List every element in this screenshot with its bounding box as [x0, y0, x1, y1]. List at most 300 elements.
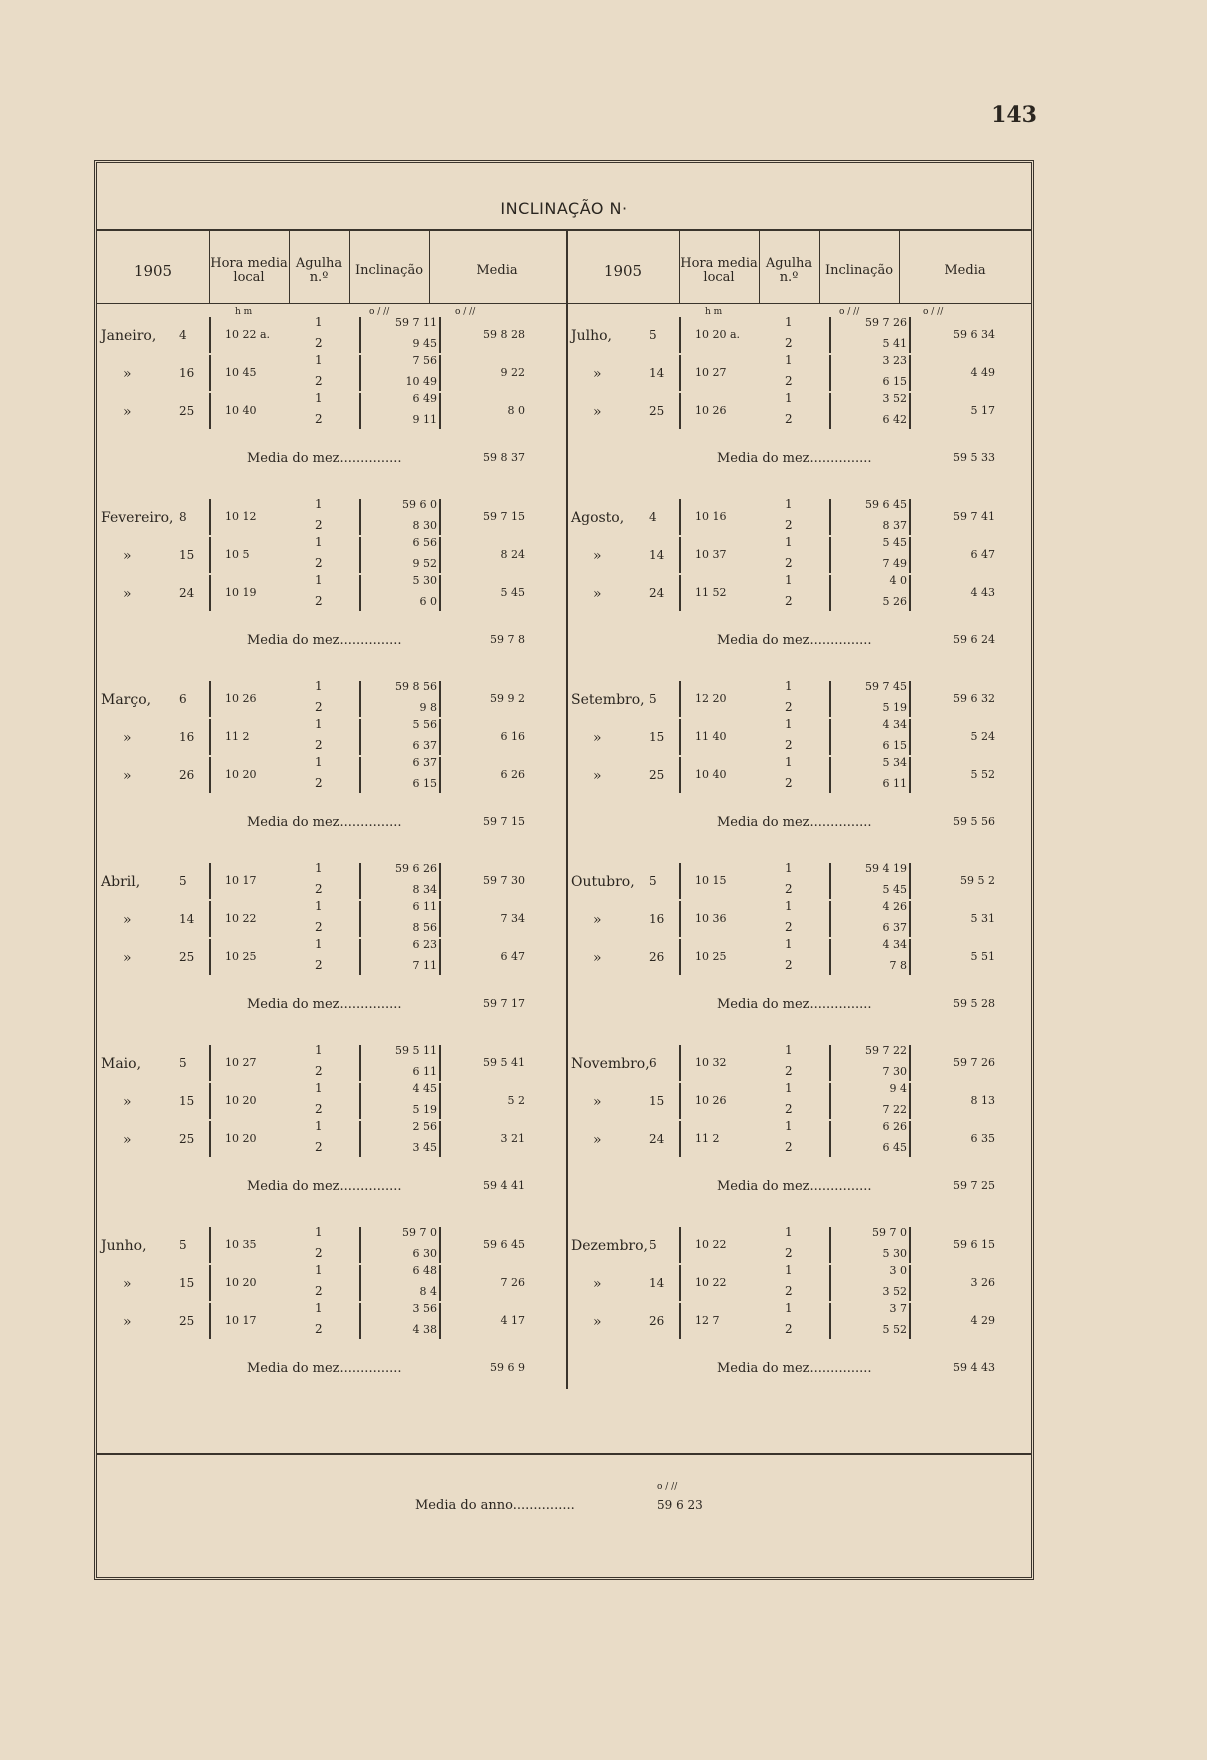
inclinacao-value: 5 52 [882, 1323, 907, 1336]
inclinacao-value: 8 37 [882, 519, 907, 532]
media-value: 8 0 [507, 404, 525, 417]
hora-media: 11 40 [695, 730, 727, 743]
agulha-number: 1 [785, 861, 793, 875]
column-bar [439, 1045, 441, 1081]
day-number: 26 [649, 950, 665, 964]
header-agulha-right: Agulha n.º [765, 256, 813, 285]
table-row [567, 391, 1035, 431]
table-row [567, 1043, 1035, 1083]
agulha-number: 2 [315, 882, 323, 896]
table-row [97, 755, 565, 795]
hora-media: 10 22 a. [225, 328, 271, 341]
table-row [97, 679, 565, 719]
column-bar [909, 355, 911, 391]
ditto-mark: » [593, 1276, 602, 1292]
agulha-number: 1 [785, 573, 793, 587]
table-row [567, 937, 1035, 977]
inclinacao-value: 6 11 [412, 1065, 437, 1078]
header-agulha-left: Agulha n.º [295, 256, 343, 285]
month-block [567, 497, 1035, 679]
column-bar [679, 1121, 681, 1157]
inclinacao-value: 59 6 45 [865, 498, 907, 511]
hora-media: 10 22 [225, 912, 257, 925]
inclinacao-value: 5 19 [412, 1103, 437, 1116]
column-bar [439, 901, 441, 937]
day-number: 14 [649, 548, 665, 562]
table-row [97, 1043, 565, 1083]
media-do-mez-label: Media do mez............... [247, 451, 402, 466]
page-number: 143 [991, 102, 1037, 128]
hora-media: 10 26 [695, 1094, 727, 1107]
media-do-mez-value: 59 4 41 [483, 1179, 525, 1192]
column-bar [909, 393, 911, 429]
hora-media: 10 12 [225, 510, 257, 523]
column-bar [679, 1083, 681, 1119]
hora-media: 10 25 [225, 950, 257, 963]
ditto-mark: » [593, 586, 602, 602]
ditto-mark: » [123, 366, 132, 382]
day-number: 5 [179, 1238, 187, 1252]
media-value: 7 34 [500, 912, 525, 925]
table-row [97, 861, 565, 901]
column-bar [679, 1303, 681, 1339]
agulha-number: 2 [785, 518, 793, 532]
ditto-mark: » [123, 586, 132, 602]
media-do-mez-value: 59 8 37 [483, 451, 525, 464]
media-value: 59 7 26 [953, 1056, 995, 1069]
table-row [97, 937, 565, 977]
header-media-right: Media [944, 263, 986, 278]
day-number: 14 [649, 1276, 665, 1290]
hora-media: 10 26 [225, 692, 257, 705]
column-bar [909, 1121, 911, 1157]
media-value: 5 31 [970, 912, 995, 925]
column-bar [359, 355, 361, 391]
table-frame [94, 160, 1034, 1580]
inclinacao-value: 7 22 [882, 1103, 907, 1116]
column-bar [679, 681, 681, 717]
column-bar [359, 681, 361, 717]
inclinacao-value: 6 48 [412, 1264, 437, 1277]
header-year-left: 1905 [133, 262, 173, 280]
table-row [97, 573, 565, 613]
inclinacao-value: 5 45 [882, 883, 907, 896]
column-bar [209, 1265, 211, 1301]
inclinacao-value: 6 37 [412, 756, 437, 769]
inclinacao-value: 6 15 [882, 739, 907, 752]
agulha-number: 1 [315, 573, 323, 587]
inclinacao-value: 6 26 [882, 1120, 907, 1133]
column-bar [209, 355, 211, 391]
agulha-number: 1 [315, 861, 323, 875]
agulha-number: 1 [785, 1119, 793, 1133]
column-bar [829, 355, 831, 391]
month-block [567, 1043, 1035, 1225]
agulha-number: 2 [785, 1246, 793, 1260]
inclinacao-value: 8 4 [419, 1285, 437, 1298]
column-bar [909, 575, 911, 611]
column-bar [439, 757, 441, 793]
column-bar [359, 1045, 361, 1081]
column-bar [909, 1045, 911, 1081]
column-bar [909, 1303, 911, 1339]
column-bar [209, 1121, 211, 1157]
month-name: Outubro, [571, 874, 635, 890]
inclinacao-value: 6 37 [412, 739, 437, 752]
column-bar [909, 681, 911, 717]
agulha-number: 1 [315, 315, 323, 329]
inclinacao-value: 9 52 [412, 557, 437, 570]
inclinacao-value: 4 45 [412, 1082, 437, 1095]
inclinacao-value: 4 26 [882, 900, 907, 913]
column-bar [359, 317, 361, 353]
units-hm-right: h m [705, 307, 723, 317]
column-bar [829, 719, 831, 755]
media-value: 59 8 28 [483, 328, 525, 341]
column-bar [679, 575, 681, 611]
month-name: Abril, [101, 874, 141, 890]
hora-media: 10 37 [695, 548, 727, 561]
table-title: INCLINAÇÃO N· [500, 199, 628, 218]
day-number: 5 [649, 874, 657, 888]
column-bar [679, 499, 681, 535]
column-bar [829, 537, 831, 573]
agulha-number: 2 [315, 776, 323, 790]
inclinacao-value: 59 4 19 [865, 862, 907, 875]
inclinacao-value: 59 7 0 [872, 1226, 907, 1239]
media-value: 5 17 [970, 404, 995, 417]
media-value: 59 7 41 [953, 510, 995, 523]
media-do-mez-value: 59 7 25 [953, 1179, 995, 1192]
column-bar [829, 1265, 831, 1301]
hora-media: 10 20 [225, 1094, 257, 1107]
hora-media: 10 27 [695, 366, 727, 379]
day-number: 15 [649, 730, 665, 744]
column-bar [829, 317, 831, 353]
agulha-number: 2 [315, 1284, 323, 1298]
media-value: 59 7 15 [483, 510, 525, 523]
column-bar [679, 317, 681, 353]
media-value: 6 16 [500, 730, 525, 743]
column-bar [829, 499, 831, 535]
day-number: 25 [179, 1314, 195, 1328]
ditto-mark: » [593, 1132, 602, 1148]
column-bar [909, 537, 911, 573]
column-bar [359, 1303, 361, 1339]
header-year-right: 1905 [603, 262, 643, 280]
agulha-number: 1 [785, 497, 793, 511]
column-bar [359, 499, 361, 535]
media-value: 3 21 [500, 1132, 525, 1145]
inclinacao-value: 10 49 [405, 375, 437, 388]
agulha-number: 1 [785, 1301, 793, 1315]
table-row [97, 1081, 565, 1121]
table-row [97, 353, 565, 393]
inclinacao-value: 6 49 [412, 392, 437, 405]
agulha-number: 1 [315, 899, 323, 913]
column-bar [829, 393, 831, 429]
media-do-mez-value: 59 6 24 [953, 633, 995, 646]
day-number: 25 [649, 768, 665, 782]
media-value: 59 7 30 [483, 874, 525, 887]
column-bar [209, 537, 211, 573]
column-bar [209, 939, 211, 975]
inclinacao-value: 5 56 [412, 718, 437, 731]
month-block [97, 861, 565, 1043]
inclinacao-value: 8 56 [412, 921, 437, 934]
agulha-number: 2 [785, 1140, 793, 1154]
table-row [567, 1119, 1035, 1159]
agulha-number: 1 [785, 1081, 793, 1095]
inclinacao-value: 6 37 [882, 921, 907, 934]
ditto-mark: » [593, 366, 602, 382]
inclinacao-value: 59 7 26 [865, 316, 907, 329]
inclinacao-value: 3 7 [889, 1302, 907, 1315]
media-value: 59 6 15 [953, 1238, 995, 1251]
column-bar [439, 1083, 441, 1119]
column-bar [679, 1227, 681, 1263]
agulha-number: 2 [315, 594, 323, 608]
header-hora-right: Hora media local [680, 256, 758, 285]
hora-media: 10 32 [695, 1056, 727, 1069]
media-value: 6 35 [970, 1132, 995, 1145]
hora-media: 10 25 [695, 950, 727, 963]
table-row [97, 899, 565, 939]
table-row [97, 315, 565, 355]
hora-media: 11 2 [695, 1132, 720, 1145]
table-row [567, 679, 1035, 719]
media-do-mez-label: Media do mez............... [247, 815, 402, 830]
inclinacao-value: 5 26 [882, 595, 907, 608]
agulha-number: 2 [785, 1322, 793, 1336]
inclinacao-value: 3 56 [412, 1302, 437, 1315]
inclinacao-value: 5 34 [882, 756, 907, 769]
column-bar [439, 681, 441, 717]
column-bar [909, 939, 911, 975]
column-bar [829, 575, 831, 611]
units-hm-left: h m [235, 307, 253, 317]
units-deg-right: o / // [839, 307, 860, 317]
hora-media: 10 20 [225, 1276, 257, 1289]
month-name: Junho, [101, 1238, 147, 1254]
agulha-number: 1 [785, 899, 793, 913]
first-semester [97, 315, 565, 1407]
header-sep [819, 229, 820, 303]
agulha-number: 1 [315, 1225, 323, 1239]
inclinacao-value: 6 42 [882, 413, 907, 426]
column-bar [909, 901, 911, 937]
agulha-number: 2 [315, 1322, 323, 1336]
ditto-mark: » [123, 1314, 132, 1330]
media-value: 5 24 [970, 730, 995, 743]
agulha-number: 1 [785, 679, 793, 693]
column-bar [209, 1303, 211, 1339]
inclinacao-value: 59 7 11 [395, 316, 437, 329]
agulha-number: 2 [315, 412, 323, 426]
month-block [567, 861, 1035, 1043]
inclinacao-value: 3 52 [882, 1285, 907, 1298]
column-bar [209, 575, 211, 611]
column-bar [439, 1227, 441, 1263]
inclinacao-value: 7 11 [412, 959, 437, 972]
agulha-number: 2 [785, 556, 793, 570]
agulha-number: 1 [785, 937, 793, 951]
agulha-number: 2 [315, 374, 323, 388]
hora-media: 10 22 [695, 1238, 727, 1251]
hora-media: 10 17 [225, 874, 257, 887]
ditto-mark: » [123, 730, 132, 746]
inclinacao-value: 4 34 [882, 938, 907, 951]
inclinacao-value: 6 45 [882, 1141, 907, 1154]
hora-media: 10 19 [225, 586, 257, 599]
column-bar [209, 719, 211, 755]
ditto-mark: » [123, 950, 132, 966]
month-name: Março, [101, 692, 152, 708]
ditto-mark: » [123, 1132, 132, 1148]
table-row [567, 535, 1035, 575]
column-bar [439, 537, 441, 573]
agulha-number: 1 [785, 353, 793, 367]
inclinacao-value: 3 23 [882, 354, 907, 367]
month-block [97, 497, 565, 679]
hora-media: 10 22 [695, 1276, 727, 1289]
header-inclinacao-right: Inclinação [824, 263, 894, 278]
day-number: 5 [649, 328, 657, 342]
inclinacao-value: 9 8 [419, 701, 437, 714]
day-number: 15 [649, 1094, 665, 1108]
hora-media: 12 7 [695, 1314, 720, 1327]
hora-media: 11 2 [225, 730, 250, 743]
inclinacao-value: 59 7 22 [865, 1044, 907, 1057]
column-bar [829, 1121, 831, 1157]
column-bar [209, 863, 211, 899]
inclinacao-value: 59 5 11 [395, 1044, 437, 1057]
hora-media: 10 5 [225, 548, 250, 561]
table-row [97, 1119, 565, 1159]
month-name: Agosto, [571, 510, 625, 526]
column-bar [829, 1227, 831, 1263]
hora-media: 10 35 [225, 1238, 257, 1251]
agulha-number: 1 [315, 391, 323, 405]
table-row [97, 391, 565, 431]
agulha-number: 2 [315, 556, 323, 570]
inclinacao-value: 6 56 [412, 536, 437, 549]
table-row [97, 717, 565, 757]
agulha-number: 1 [315, 1301, 323, 1315]
agulha-number: 2 [315, 1246, 323, 1260]
ditto-mark: » [123, 548, 132, 564]
day-number: 6 [179, 692, 187, 706]
inclinacao-value: 59 6 26 [395, 862, 437, 875]
ditto-mark: » [123, 1094, 132, 1110]
inclinacao-value: 59 7 0 [402, 1226, 437, 1239]
column-bar [209, 757, 211, 793]
media-value: 5 51 [970, 950, 995, 963]
inclinacao-value: 59 6 0 [402, 498, 437, 511]
hora-media: 10 16 [695, 510, 727, 523]
table-row [567, 573, 1035, 613]
inclinacao-value: 7 8 [889, 959, 907, 972]
month-name: Novembro, [571, 1056, 650, 1072]
column-bar [439, 1303, 441, 1339]
header-media-left: Media [476, 263, 518, 278]
table-row [567, 1301, 1035, 1341]
units-deg-media-left: o / // [455, 307, 476, 317]
column-bar [679, 939, 681, 975]
hora-media: 10 20 [225, 768, 257, 781]
media-do-mez-value: 59 7 15 [483, 815, 525, 828]
column-bar [909, 1265, 911, 1301]
column-bar [909, 719, 911, 755]
column-bar [209, 681, 211, 717]
inclinacao-value: 5 30 [882, 1247, 907, 1260]
agulha-number: 2 [315, 1064, 323, 1078]
month-block [567, 315, 1035, 497]
agulha-number: 2 [315, 958, 323, 972]
column-bar [359, 939, 361, 975]
agulha-number: 1 [315, 497, 323, 511]
hora-media: 10 40 [225, 404, 257, 417]
column-bar [679, 757, 681, 793]
column-bar [909, 863, 911, 899]
month-block [97, 315, 565, 497]
hora-media: 10 26 [695, 404, 727, 417]
agulha-number: 2 [785, 920, 793, 934]
media-do-mez-label: Media do mez............... [247, 1361, 402, 1376]
media-value: 9 22 [500, 366, 525, 379]
column-bar [829, 757, 831, 793]
media-do-mez-label: Media do mez............... [717, 1179, 872, 1194]
media-value: 59 6 45 [483, 1238, 525, 1251]
hora-media: 10 20 a. [695, 328, 741, 341]
agulha-number: 2 [785, 1102, 793, 1116]
day-number: 16 [179, 366, 195, 380]
column-bar [679, 1045, 681, 1081]
month-name: Dezembro, [571, 1238, 648, 1254]
inclinacao-value: 9 11 [412, 413, 437, 426]
second-semester [567, 315, 1035, 1407]
inclinacao-value: 4 0 [889, 574, 907, 587]
media-value: 59 6 32 [953, 692, 995, 705]
header-sep [679, 229, 680, 303]
column-bar [359, 537, 361, 573]
column-bar [829, 1303, 831, 1339]
column-bar [829, 1083, 831, 1119]
agulha-number: 1 [315, 755, 323, 769]
media-value: 5 45 [500, 586, 525, 599]
column-bar [829, 939, 831, 975]
inclinacao-value: 2 56 [412, 1120, 437, 1133]
ditto-mark: » [593, 768, 602, 784]
month-block [97, 679, 565, 861]
column-bar [439, 1265, 441, 1301]
column-bar [439, 317, 441, 353]
inclinacao-value: 6 23 [412, 938, 437, 951]
inclinacao-value: 6 11 [882, 777, 907, 790]
annual-mean-label: Media do anno............... [415, 1498, 575, 1513]
ditto-mark: » [593, 730, 602, 746]
agulha-number: 2 [785, 738, 793, 752]
column-bar [209, 499, 211, 535]
header-sep [429, 229, 430, 303]
column-bar [439, 575, 441, 611]
agulha-number: 2 [315, 336, 323, 350]
table-row [567, 755, 1035, 795]
hora-media: 10 17 [225, 1314, 257, 1327]
media-do-mez-value: 59 5 56 [953, 815, 995, 828]
month-block [567, 679, 1035, 861]
day-number: 4 [179, 328, 187, 342]
